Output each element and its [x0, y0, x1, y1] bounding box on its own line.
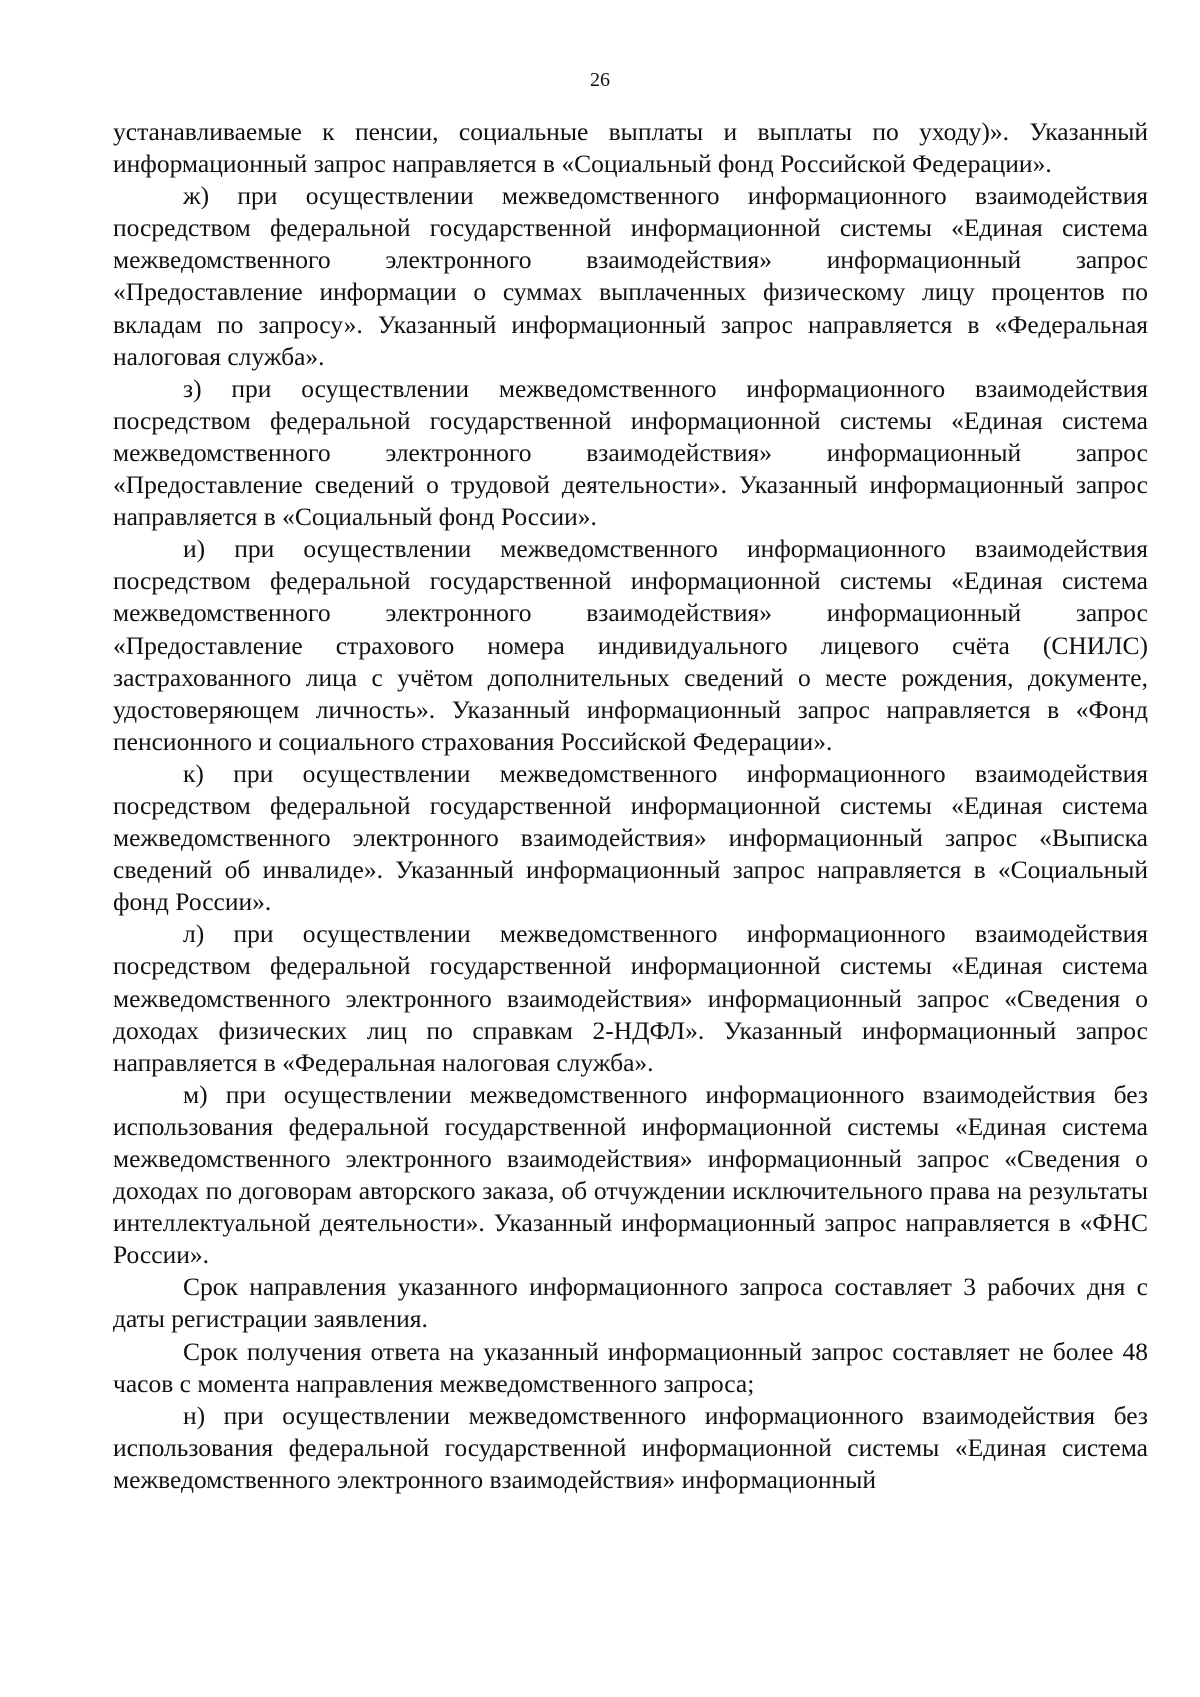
page-number: 26	[590, 69, 610, 91]
paragraph-item-n: н) при осуществлении межведомственного информационного взаимодействия без использования федеральной государственной информационной системы «Единая система межведомственного электронного взаимодействия» информационный	[113, 1400, 1148, 1494]
paragraph-item-m: м) при осуществлении межведомственного информационного взаимодействия без использования федеральной государственной информационной системы «Единая система межведомственного электронного взаимодействия» информационный запрос «Сведения о доходах по договорам авторского заказа, об отчуждении исключительного права на результаты интеллектуальной деятельности». Указанный информационный запрос направляется в «ФНС России».	[113, 1079, 1148, 1270]
document-body	[113, 116, 1148, 1496]
paragraph-item-zh: ж) при осуществлении межведомственного информационного взаимодействия посредством федеральной государственной информационной системы «Единая система межведомственного электронного взаимодействия» информационный запрос «Предоставление информации о суммах выплаченных физическому лицу процентов по вкладам по запросу». Указанный информационный запрос направляется в «Федеральная налоговая служба».	[113, 181, 1148, 371]
paragraph-item-l: л) при осуществлении межведомственного информационного взаимодействия посредством федеральной государственной информационной системы «Единая система межведомственного электронного взаимодействия» информационный запрос «Сведения о доходах физических лиц по справкам 2-НДФЛ». Указанный информационный запрос направляется в «Федеральная налоговая служба».	[113, 919, 1148, 1077]
paragraph-item-z: з) при осуществлении межведомственного информационного взаимодействия посредством федеральной государственной информационной системы «Единая система межведомственного электронного взаимодействия» информационный запрос «Предоставление сведений о трудовой деятельности». Указанный информационный запрос направляется в «Социальный фонд России».	[113, 373, 1148, 532]
paragraph-deadline-response: Срок получения ответа на указанный информационный запрос составляет не более 48 часов с момента направления межведомственного запроса;	[113, 1336, 1148, 1398]
paragraph-deadline-send: Срок направления указанного информационного запроса составляет 3 рабочих дня с даты регистрации заявления.	[113, 1272, 1148, 1334]
paragraph-item-k: к) при осуществлении межведомственного информационного взаимодействия посредством федеральной государственной информационной системы «Единая система межведомственного электронного взаимодействия» информационный запрос «Выписка сведений об инвалиде». Указанный информационный запрос направляется в «Социальный фонд России».	[113, 758, 1148, 917]
paragraph-item-i: и) при осуществлении межведомственного информационного взаимодействия посредством федеральной государственной информационной системы «Единая система межведомственного электронного взаимодействия» информационный запрос «Предоставление страхового номера индивидуального лицевого счёта (СНИЛС) застрахованного лица с учётом дополнительных сведений о месте рождения, документе, удостоверяющем личность». Указанный информационный запрос направляется в «Фонд пенсионного и социального страхования Российской Федерации».	[113, 534, 1148, 756]
paragraph-continuation: устанавливаемые к пенсии, социальные выплаты и выплаты по уходу)». Указанный информационный запрос направляется в «Социальный фонд Российской Федерации».	[113, 117, 1148, 179]
